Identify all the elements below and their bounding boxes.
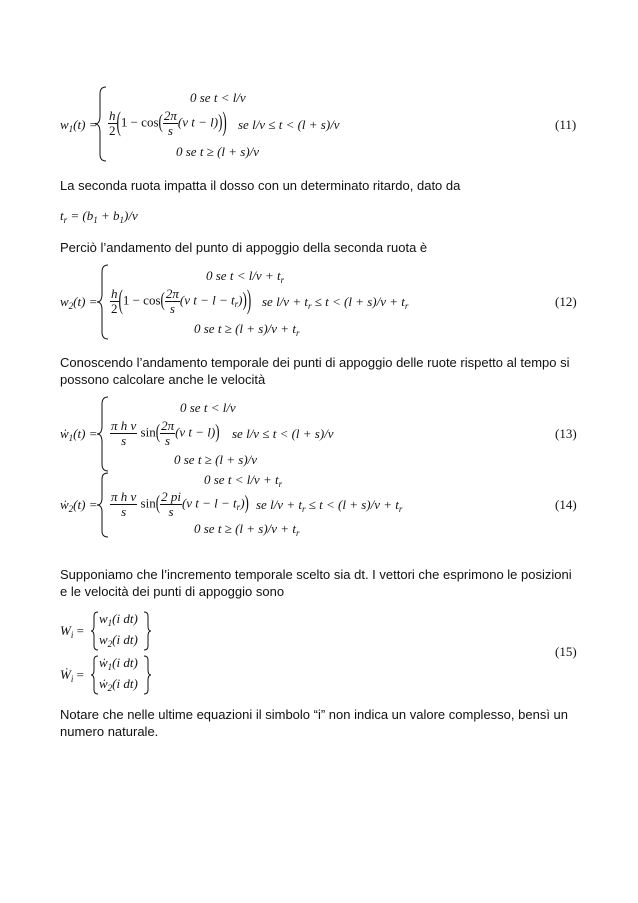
paragraph-3: Conoscendo l’andamento temporale dei punti di appoggio delle ruote rispetto al tempo si possono calcolare anche le velocità [60, 355, 570, 387]
paragraph-1: La seconda ruota impatta il dosso con un determinato ritardo, dato da [60, 178, 461, 193]
eq12-case3: 0 se $t \ge (l + s)/v + t_r$ [194, 321, 300, 338]
brace-eq12 [96, 264, 110, 340]
eq13-case3: 0 se t ≥ (l + s)/v [174, 452, 258, 467]
eq14-case3: 0 se $t \ge (l + s)/v + t_r$ [194, 521, 300, 538]
eq15-w1: $w_1(i$ dt) [99, 611, 138, 628]
eq11-case3: 0 se t ≥ (l + s)/v [176, 144, 260, 159]
eq12-lhs: $w_2(t)$ = [60, 294, 98, 311]
eq15-Wdot: Ẇ$_i$ = [60, 667, 84, 684]
eq14-case2-cond: se $l/v + t_r \le t < (l + s)/v + t_r$ [256, 497, 403, 514]
eq11-case2: $\frac{h}{2}$ (1 − cos( $\frac{2\pi}{s}$ (v t − l))) [109, 105, 227, 138]
eq12-number: (12) [555, 294, 577, 309]
eq11-case2-cond: se l/v ≤ t < (l + s)/v [238, 117, 340, 132]
eq13-number: (13) [555, 426, 577, 441]
eq11-lhs: $w_1(t)$ = [60, 117, 98, 134]
eq11-case1: 0 se t < l/v [190, 90, 246, 105]
paragraph-5: Notare che nelle ultime equazioni il simbolo “i” non indica un valore complesso, bensì un numero naturale. [60, 707, 568, 739]
brace-eq14 [96, 472, 110, 538]
eq15-number: (15) [555, 644, 577, 659]
eq14-lhs: ẇ$_2$(t) = [60, 497, 98, 514]
eq13-lhs: ẇ$_1$(t) = [60, 426, 98, 443]
eq14-number: (14) [555, 497, 577, 512]
eq15-W: $W_i$ = [60, 623, 84, 640]
eq13-case2-cond: se l/v ≤ t < (l + s)/v [232, 426, 334, 441]
eq15-wd2: ẇ$_2$(i dt) [99, 676, 138, 693]
eq14-case1: 0 se $t < l/v + t_r$ [204, 472, 283, 489]
eq15-w2: $w_2(i$ dt) [99, 632, 138, 649]
eq13-case2: $\frac{\text{π h v}}{s}$ sin( $\frac{2\pi}{s}$ (v t − l)) [111, 418, 220, 448]
eq13-case1: 0 se t < l/v [180, 400, 236, 415]
eq15-wd1: ẇ$_1$(i dt) [99, 655, 138, 672]
eq11-number: (11) [555, 117, 577, 132]
eq12-case1: 0 se $t < l/v + t_r$ [206, 268, 285, 285]
tr-equation: $t_r = (b_1 + b_1)/v$ [60, 208, 138, 225]
brace-eq13 [96, 396, 110, 472]
paragraph-2: Perciò l’andamento del punto di appoggio della seconda ruota è [60, 240, 428, 255]
eq12-case2-cond: se $l/v + t_r \le t < (l + s)/v + t_r$ [262, 294, 409, 311]
paragraph-4: Supponiamo che l’incremento temporale scelto sia dt. I vettori che esprimono le posizioni e le velocità dei punti di appoggio sono [60, 567, 572, 599]
eq12-case2: $\frac{h}{2}$ (1 − cos( $\frac{2\pi}{s}$ (v $t - l - t_r$))) [111, 283, 252, 316]
eq14-case2: $\frac{\text{π h v}}{s}$ sin( $\frac{2 pi}{s}$ (v $t - l - t_r$)) [111, 489, 249, 519]
